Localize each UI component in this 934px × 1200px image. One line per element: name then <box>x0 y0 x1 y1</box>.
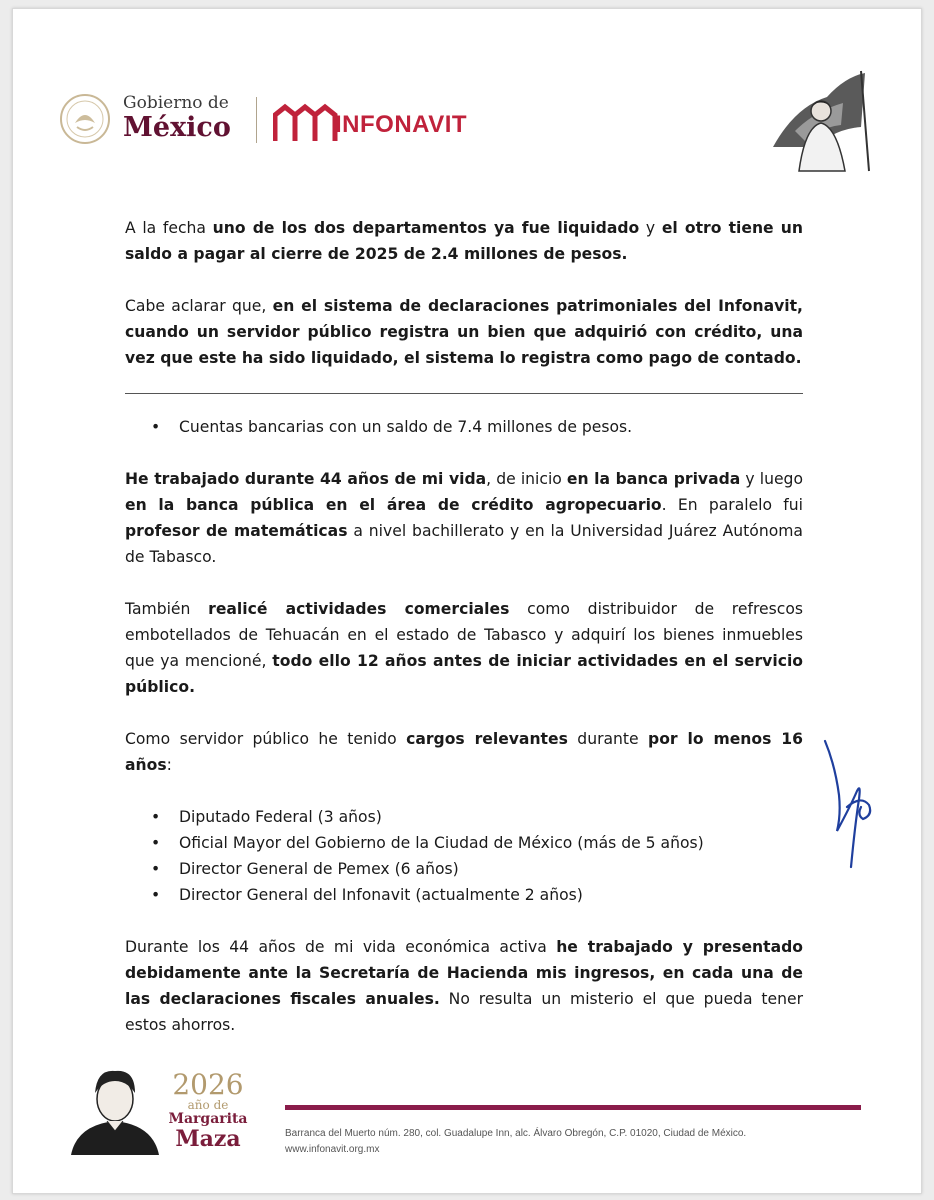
text-run: No resulta un misterio el que pueda tener estos ahorros. <box>125 990 803 1034</box>
maza-text: Maza <box>175 1125 241 1152</box>
year-2026-margarita-maza-logo <box>163 1068 253 1152</box>
cargos-list <box>125 804 803 908</box>
infonavit-logo-text: INFONAVIT <box>335 111 468 138</box>
text-run: Cabe aclarar que, <box>125 297 273 315</box>
bold-text-run: cargos relevantes <box>406 730 568 748</box>
list-item: • Diputado Federal (3 años) <box>179 804 803 830</box>
bold-text-run: He trabajado durante 44 años de mi vida <box>125 470 487 488</box>
text-run: También <box>125 600 209 618</box>
logo-divider <box>256 97 257 143</box>
section-divider <box>125 393 803 394</box>
bold-text-run: todo ello 12 años antes de iniciar actividades en el servicio público. <box>125 652 803 696</box>
bold-text-run: el otro tiene un saldo a pagar al cierre de 2025 de 2.4 millones de pesos. <box>125 219 803 263</box>
national-seal-icon <box>59 93 111 145</box>
paragraph-saldo <box>125 215 803 267</box>
footer-address-block <box>285 1126 865 1158</box>
footer-address: Barranca del Muerto núm. 280, col. Guadalupe Inn, alc. Álvaro Obregón, C.P. 01020, Ciudad de México. <box>285 1128 747 1139</box>
paragraph-cargos-intro <box>125 726 803 778</box>
paragraph-aclaracion <box>125 293 803 371</box>
letter-body <box>125 215 803 1038</box>
bold-text-run: uno de los dos departamentos ya fue liquidado <box>212 219 640 237</box>
margarita-text: Margarita <box>168 1111 248 1128</box>
text-run: y <box>639 219 662 237</box>
bold-text-run: en la banca pública en el área de crédito agropecuario <box>125 496 662 514</box>
bold-text-run: en la banca privada <box>566 470 741 488</box>
text-run: Durante los 44 años de mi vida económica activa <box>125 938 557 956</box>
list-item: • Oficial Mayor del Gobierno de la Ciudad de México (más de 5 años) <box>179 830 803 856</box>
list-item: • Director General del Infonavit (actualmente 2 años) <box>179 882 803 908</box>
year-text: 2026 <box>172 1068 244 1101</box>
list-item: • Cuentas bancarias con un saldo de 7.4 millones de pesos. <box>179 414 803 440</box>
text-run: : <box>166 756 172 774</box>
margarita-maza-portrait <box>67 1059 163 1155</box>
gobierno-de-text: Gobierno de <box>123 93 229 113</box>
handwritten-signature <box>821 735 881 875</box>
paragraph-trayectoria <box>125 466 803 570</box>
text-run: durante <box>567 730 649 748</box>
text-run: a nivel bachillerato y en la Universidad Juárez Autónoma de Tabasco. <box>125 522 803 566</box>
gobierno-de-mexico-logo <box>123 95 231 141</box>
text-run: como distribuidor de refrescos embotellados de Tehuacán en el estado de Tabasco y adquirí los bienes inmuebles que ya mencioné, <box>125 600 803 670</box>
footer-website: www.infonavit.org.mx <box>285 1144 380 1155</box>
bold-text-run: he trabajado y presentado debidamente ante la Secretaría de Hacienda mis ingresos, en cada una de las declaraciones fiscales anuales. <box>125 938 803 1008</box>
bold-text-run: profesor de matemáticas <box>125 522 348 540</box>
woman-with-flag-illustration <box>765 67 875 175</box>
paragraph-actividades <box>125 596 803 700</box>
text-run: , de inicio <box>486 470 567 488</box>
header-logos <box>59 89 489 149</box>
bold-text-run: en el sistema de declaraciones patrimoniales del Infonavit, cuando un servidor público registra un bien que adquirió con crédito, una vez que este ha sido liquidado, el sistema lo registra como pago de contado. <box>125 297 803 367</box>
footer-rule <box>285 1105 861 1110</box>
bank-accounts-list <box>125 414 803 440</box>
document-page <box>12 8 922 1194</box>
mexico-text: México <box>123 112 231 143</box>
list-item: • Director General de Pemex (6 años) <box>179 856 803 882</box>
text-run: y luego <box>740 470 803 488</box>
text-run: . En paralelo fui <box>661 496 803 514</box>
ano-de-text: año de <box>187 1098 229 1112</box>
paragraph-ingresos <box>125 934 803 1038</box>
bold-text-run: por lo menos 16 años <box>125 730 803 774</box>
bold-text-run: realicé actividades comerciales <box>208 600 510 618</box>
text-run: Como servidor público he tenido <box>125 730 407 748</box>
text-run: A la fecha <box>125 219 213 237</box>
